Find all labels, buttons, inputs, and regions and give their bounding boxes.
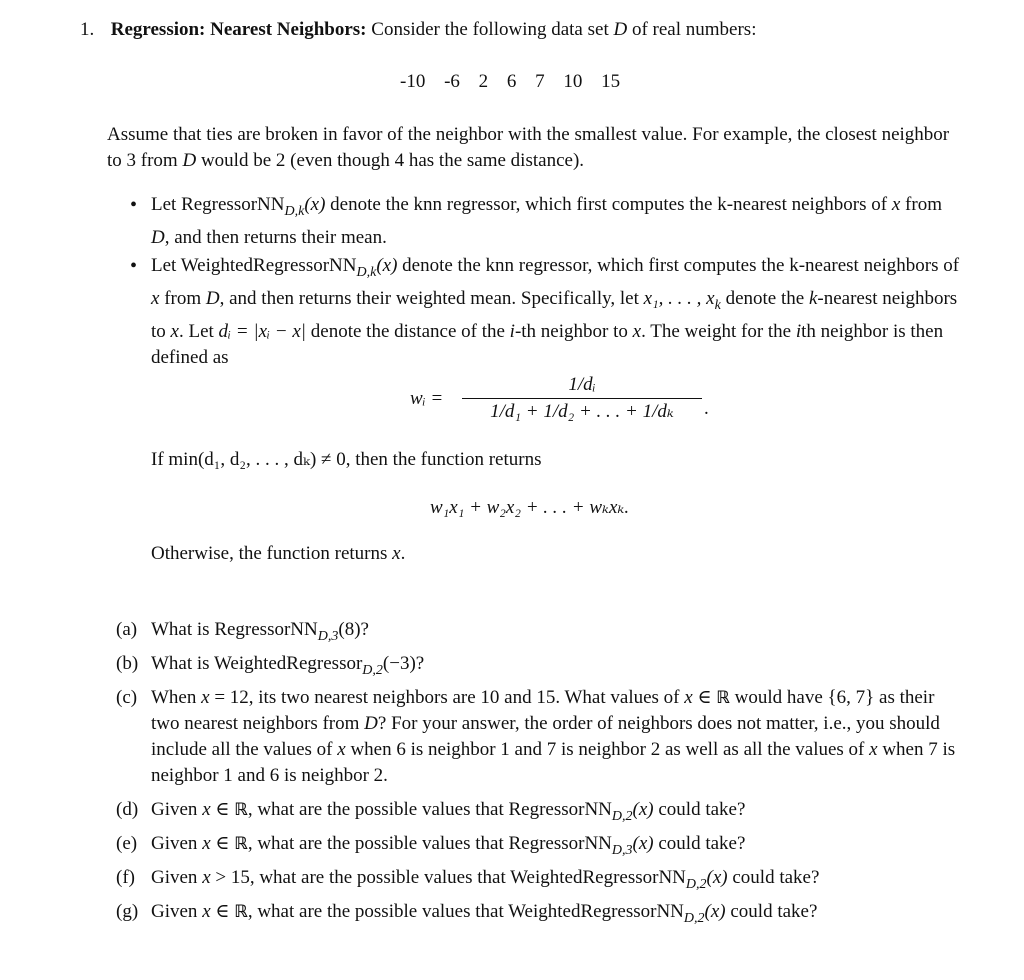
question-f [116,865,966,898]
ties-paragraph [107,122,967,174]
question-text: What is RegressorNN$_{D,3}$(8)? [151,619,369,644]
bullet-regressor-text: Let RegressorNN$_{D,k}$(x) denote the knn regressor, which first computes the k-nearest neighbors of x from D, and then returns their mean. [151,194,942,248]
question-label: (g) [116,901,139,922]
if-min-text: If min(d₁, d₂, . . . , dₖ) ≠ 0, then the function returns [151,449,542,470]
returns-formula: w₁x₁ + w₂x₂ + . . . + wₖxₖ. [430,497,630,518]
formula-numerator: 1/dᵢ [568,374,596,395]
problem-intro-end: of real numbers: [631,19,757,40]
question-c [116,685,966,789]
question-label: (d) [116,799,139,820]
problem-title: Regression: Nearest Neighbors: [110,19,367,40]
question-d [116,797,966,830]
ties-text: Assume that ties are broken in favor of the neighbor with the smallest value. For example, the closest neighbor to 3 from [107,124,950,171]
question-e [116,831,966,864]
question-text: Given x ∈ ℝ, what are the possible values that RegressorNN$_{D,3}$(x) could take? [151,833,746,858]
dataset-value: 15 [601,71,621,92]
formula-lhs: wᵢ = [410,388,444,409]
problem-header [80,16,980,44]
dataset-value: 7 [535,71,545,92]
question-label: (f) [116,867,135,888]
ties-var: D [182,150,197,171]
question-g [116,899,966,932]
otherwise-text: Otherwise, the function returns x. [151,543,406,564]
dataset-value: 6 [506,71,517,92]
question-text: When x = 12, its two nearest neighbors are 10 and 15. What values of x ∈ ℝ would have {6, 7} as their two nearest neighbors from D? For your answer, the order of neighbors does not matter, i.e., you should include all the values of x when 6 is neighbor 1 and 7 is neighbor 2 as well as all the values of x when 7 is neighbor 1 and 6 is neighbor 2. [151,687,956,786]
formula-period: . [704,398,709,419]
ties-text-end: would be 2 (even though 4 has the same distance). [200,150,585,171]
formula-denominator: 1/d₁ + 1/d₂ + . . . + 1/dₖ [490,401,674,422]
question-label: (a) [116,619,138,640]
question-text: Given x ∈ ℝ, what are the possible values that WeightedRegressorNN$_{D,2}$(x) could take? [151,901,818,926]
bullet-weighted-text: Let WeightedRegressorNN$_{D,k}$(x) denote the knn regressor, which first computes the k-nearest neighbors of x from D, and then returns their weighted mean. Specifically, let x₁, . . . , $x_k$ denote the k-nearest neighbors to x. Let dᵢ = |xᵢ − x| denote the distance of the i-th neighbor to x. The weight for the ith neighbor is then defined as [151,255,960,368]
weight-formula [410,372,730,432]
problem-number: 1. [80,19,95,40]
problem-intro-var: D [613,19,628,40]
question-text: Given x > 15, what are the possible values that WeightedRegressorNN$_{D,2}$(x) could take? [151,867,820,892]
bullet-weighted-regressor [130,253,960,371]
dataset-value: -10 [400,71,426,92]
dataset-value: 10 [563,71,583,92]
dataset-values [400,68,634,96]
bullet-regressor [130,192,960,251]
formula-fraction [462,372,702,425]
question-label: (b) [116,653,139,674]
question-label: (e) [116,833,138,854]
dataset-value: 2 [478,71,489,92]
question-text: Given x ∈ ℝ, what are the possible values that RegressorNN$_{D,2}$(x) could take? [151,799,746,824]
problem-intro: Consider the following data set [371,19,609,40]
dataset-value: -6 [444,71,460,92]
question-b [116,651,966,684]
question-a [116,617,966,650]
bullet-dot-icon: • [130,194,138,216]
question-label: (c) [116,687,138,708]
bullet-dot-icon: • [130,255,138,277]
question-text: What is WeightedRegressor$_{D,2}$(−3)? [151,653,425,678]
